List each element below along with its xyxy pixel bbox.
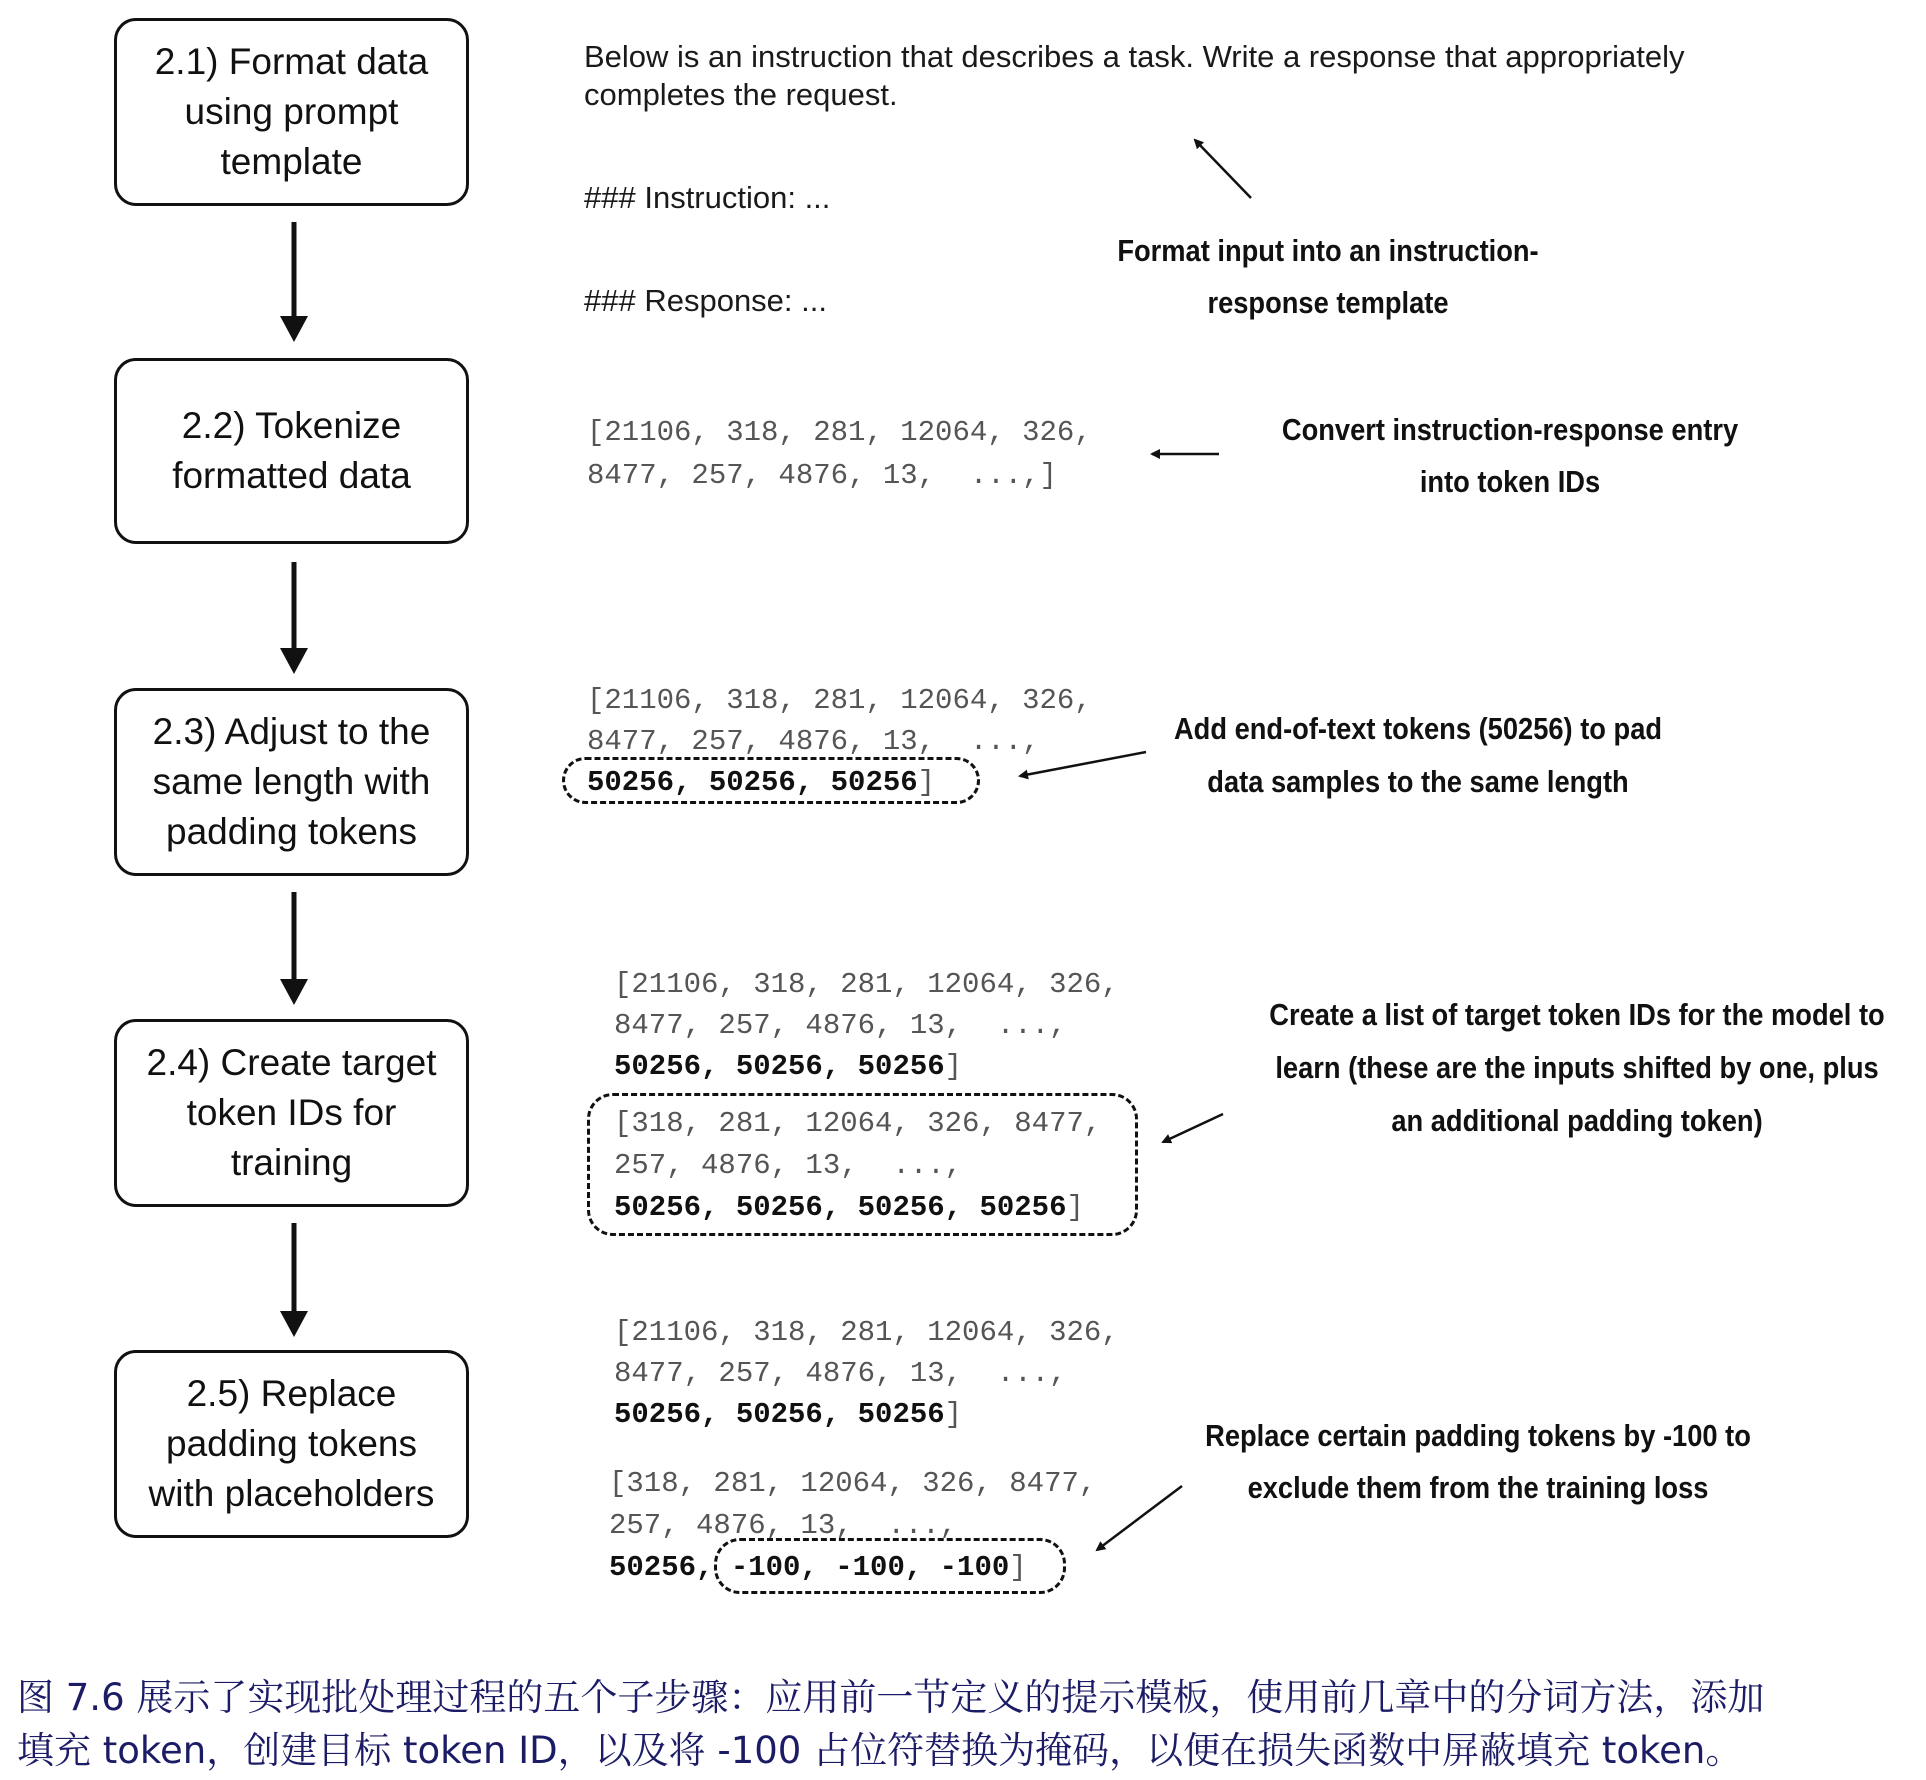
code-line [614,1394,1119,1435]
annotation-4-line-2: learn (these are the inputs shifted by one, plus [1275,1050,1879,1085]
step-label: 2.1) Format data using prompt template [154,41,429,182]
figure-caption-line-1: 图 7.6 展示了实现批处理过程的五个子步骤：应用前一节定义的提示模板，使用前几章中的分词方法，添加 [17,1676,1765,1719]
template-line-2: completes the request. [584,77,898,112]
code-token-bold: 50256, 50256, 50256 [587,766,918,799]
code-token: [21106, 318, 281, 12064, 326, [614,968,1119,1001]
step-label: 2.2) Tokenize formatted data [172,405,411,496]
code-line [614,964,1119,1005]
annotation-arrow-1 [1195,140,1251,198]
code-token: 8477, 257, 4876, 13, ..., [587,725,1040,758]
code-line [614,1103,1101,1145]
input-token-ids-s4 [614,964,1119,1087]
code-line [587,680,1092,721]
code-token: [318, 281, 12064, 326, 8477, [609,1467,1097,1500]
placeholder-highlight-box [714,1538,1066,1594]
annotation-2-line-2: into token IDs [1419,464,1601,499]
step-label: 2.4) Create target token IDs for training [146,1042,437,1183]
target-token-ids-s4 [614,1103,1101,1229]
annotation-4-line-3: an additional padding token) [1391,1103,1763,1138]
annotation-arrow-4 [1163,1114,1223,1142]
figure-caption-line-2: 填充 token，创建目标 token ID，以及将 -100 占位符替换为掩码，以便在损失函数中屏蔽填充 token。 [17,1729,1743,1772]
token-ids-s2 [587,411,1092,497]
template-line-1: Below is an instruction that describes a task. Write a response that appropriately [584,39,1685,74]
code-line [614,1005,1119,1046]
code-token: 8477, 257, 4876, 13, ..., [614,1009,1067,1042]
code-token: 8477, 257, 4876, 13, ..., [614,1357,1067,1390]
code-token: ] [917,766,936,799]
code-line [614,1046,1119,1087]
code-token: [21106, 318, 281, 12064, 326, [587,416,1092,449]
code-line [614,1353,1119,1394]
annotation-5-line-1: Replace certain padding tokens by -100 to [1205,1418,1751,1453]
code-token: 257, 4876, 13, ..., [614,1149,963,1182]
code-token: 257, 4876, 13, ..., [609,1509,958,1542]
code-line [587,411,1092,454]
code-token-bold: 50256, -100, -100, -100 [609,1551,1010,1584]
code-token: 8477, 257, 4876, 13, ...,] [587,459,1057,492]
step-label: 2.3) Adjust to the same length with padding tokens [152,711,431,852]
code-line [609,1463,1096,1505]
annotation-4-line-1: Create a list of target token IDs for the model to [1269,997,1885,1032]
annotation-1-line-1: Format input into an instruction- [1117,233,1539,268]
annotation-3-line-1: Add end-of-text tokens (50256) to pad [1173,711,1663,746]
step-label: 2.5) Replace padding tokens with placeholders [148,1373,435,1514]
annotation-5-line-2: exclude them from the training loss [1247,1470,1709,1505]
annotation-2-line-1: Convert instruction-response entry [1281,412,1739,447]
code-token-bold: 50256, 50256, 50256, 50256 [614,1191,1067,1224]
code-token: [21106, 318, 281, 12064, 326, [587,684,1092,717]
code-line [614,1187,1101,1229]
code-token: [21106, 318, 281, 12064, 326, [614,1316,1119,1349]
annotation-3-line-2: data samples to the same length [1207,764,1629,799]
input-token-ids-s5 [614,1312,1119,1435]
padding-highlight-box [562,757,980,804]
code-token: ] [944,1050,963,1083]
code-token-bold: 50256, 50256, 50256 [614,1050,945,1083]
code-line [587,454,1092,497]
code-token: ] [944,1398,963,1431]
code-token-bold: 50256, 50256, 50256 [614,1398,945,1431]
code-line [587,721,1092,762]
code-token: [318, 281, 12064, 326, 8477, [614,1107,1102,1140]
annotation-1-line-2: response template [1207,285,1449,320]
template-response: ### Response: ... [584,283,827,318]
template-instruction: ### Instruction: ... [584,180,831,215]
code-line [614,1145,1101,1187]
code-line [614,1312,1119,1353]
annotation-arrow-5 [1097,1486,1182,1550]
code-token: ] [1066,1191,1084,1224]
code-token: ] [1009,1551,1027,1584]
